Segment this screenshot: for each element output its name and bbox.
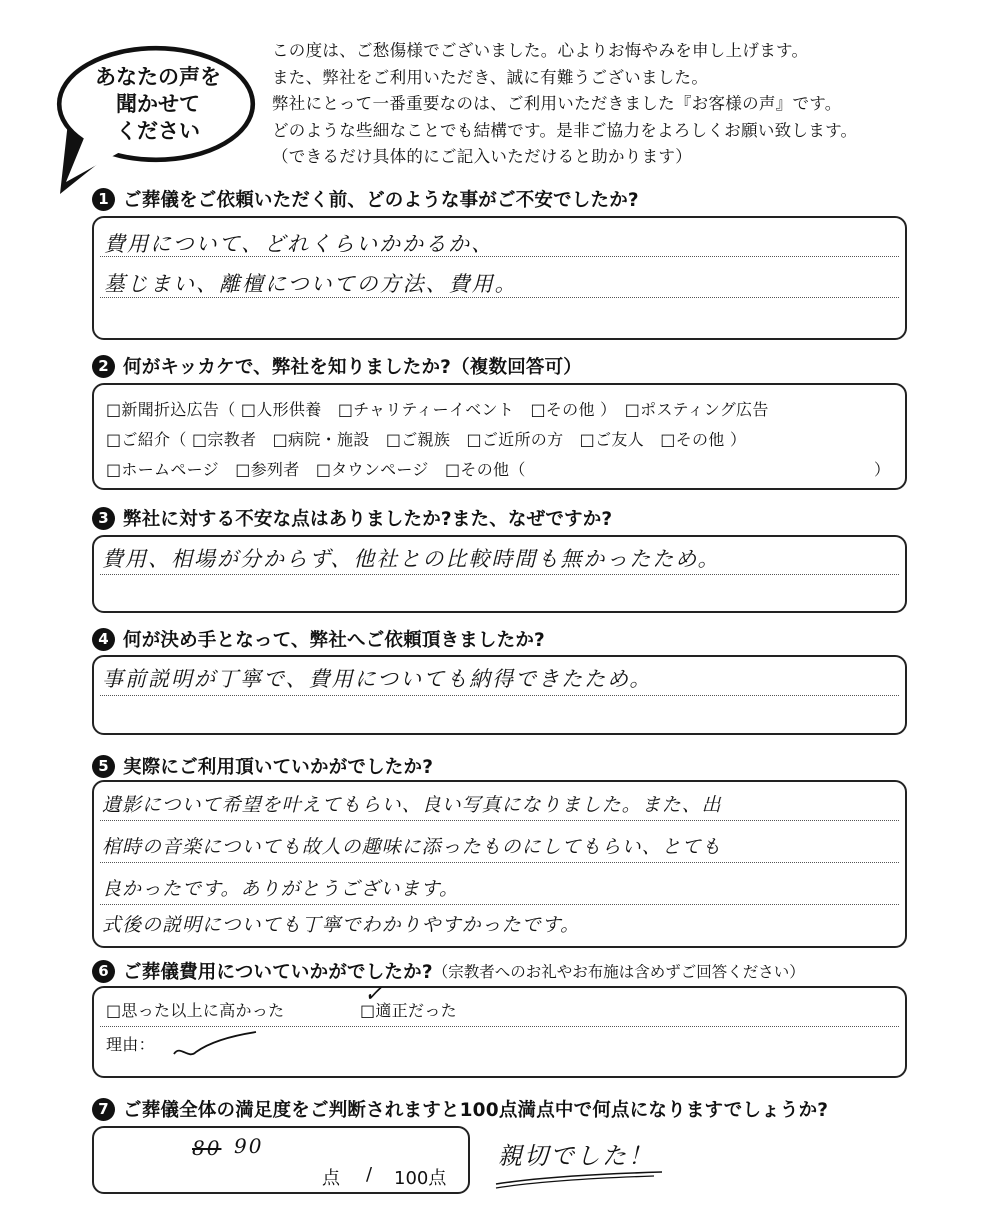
q1-answer-line: 費用について、どれくらいかかるか、: [104, 232, 495, 256]
q7-comment: 親切でした！: [498, 1142, 654, 1170]
bubble-line: ください: [116, 119, 200, 143]
q3-title: [92, 505, 612, 531]
q3-dotted-line: [100, 574, 899, 575]
q6-number: 6: [92, 960, 115, 983]
q2-title: [92, 353, 582, 379]
q7-title: [92, 1096, 828, 1122]
intro-line: 弊社にとって一番重要なのは、ご利用いただきました『お客様の声』です。: [272, 94, 842, 113]
q7-text: ご葬儀全体の満足度をご判断されますと100点満点中で何点になりますでしょうか?: [123, 1100, 829, 1121]
q5-text: 実際にご利用頂いていかがでしたか?: [123, 757, 434, 778]
intro-line: この度は、ご愁傷様でございました。心よりお悔やみを申し上げます。: [272, 41, 809, 60]
q2-number: 2: [92, 355, 115, 378]
q4-answer-line: 事前説明が丁寧で、費用についても納得できたため。: [102, 667, 653, 691]
q4-number: 4: [92, 628, 115, 651]
q7-score-slash: /: [366, 1164, 373, 1185]
bubble-text: [78, 64, 238, 145]
q6-option-appropriate[interactable]: □適正だった: [360, 1001, 457, 1020]
q7-number: 7: [92, 1098, 115, 1121]
reason-scribble-icon: [170, 1030, 260, 1066]
checkmark-icon: ✓: [364, 982, 385, 1007]
q5-answer-line: 棺時の音楽についても故人の趣味に添ったものにしてもらい、とても: [102, 836, 722, 858]
q1-number: 1: [92, 188, 115, 211]
intro-line: また、弊社をご利用いただき、誠に有難うございました。: [272, 67, 709, 87]
q5-answer-line: 式後の説明についても丁寧でわかりやすかったです。: [102, 914, 581, 936]
q5-answer-box[interactable]: [92, 780, 907, 948]
q7-score-max: 100点: [394, 1168, 447, 1189]
q2-text: 何がキッカケで、弊社を知りましたか?（複数回答可）: [123, 357, 582, 378]
q7-score-unit: 点: [322, 1168, 340, 1189]
intro-line: どのような些細なことでも結構です。是非ご協力をよろしくお願い致します。: [272, 120, 858, 140]
q4-dotted-line: [100, 695, 899, 696]
q7-score-value: 90: [234, 1134, 264, 1158]
intro-text: [272, 38, 857, 171]
q6-note: （宗教者へのお礼やお布施は含めずご回答ください）: [432, 963, 805, 981]
q4-title: [92, 626, 545, 652]
q1-title: [92, 186, 639, 212]
q3-text: 弊社に対する不安な点はありましたか?また、なぜですか?: [123, 509, 613, 530]
q2-option-row[interactable]: □ホームページ □参列者 □タウンページ □その他（: [106, 460, 526, 479]
q7-score-box[interactable]: [92, 1126, 470, 1194]
q2-close-paren: ）: [874, 460, 891, 479]
q1-answer-line: 墓じまい、離檀についての方法、費用。: [104, 272, 518, 296]
q5-number: 5: [92, 755, 115, 778]
q6-reason-label: 理由：: [106, 1035, 155, 1054]
comment-underline-icon: [494, 1170, 664, 1190]
q5-answer-line: 良かったです。ありがとうございます。: [102, 878, 459, 900]
q5-dotted-line: [100, 820, 899, 821]
q2-options-box: [92, 383, 907, 490]
q4-text: 何が決め手となって、弊社へご依頼頂きましたか?: [123, 630, 545, 651]
intro-line: （できるだけ具体的にご記入いただけると助かります）: [272, 147, 692, 166]
q3-number: 3: [92, 507, 115, 530]
q1-text: ご葬儀をご依頼いただく前、どのような事がご不安でしたか?: [123, 190, 639, 211]
q5-dotted-line: [100, 862, 899, 863]
q2-option-row[interactable]: □新聞折込広告（ □人形供養 □チャリティーイベント □その他 ） □ポスティング広告: [106, 400, 769, 419]
q6-text: ご葬儀費用についていかがでしたか?: [123, 962, 433, 983]
q4-answer-box[interactable]: [92, 655, 907, 735]
q3-answer-box[interactable]: [92, 535, 907, 613]
q5-answer-line: 遺影について希望を叶えてもらい、良い写真になりました。また、出: [102, 794, 722, 816]
q6-title: [92, 958, 805, 984]
bubble-line: 聞かせて: [116, 92, 200, 116]
q7-score-struck: 80: [192, 1136, 222, 1160]
q1-answer-box[interactable]: [92, 216, 907, 340]
q6-answer-box: [92, 982, 907, 1078]
q6-option-too-high[interactable]: □思った以上に高かった: [106, 1001, 285, 1020]
q3-answer-line: 費用、相場が分からず、他社との比較時間も無かったため。: [102, 547, 721, 571]
q5-dotted-line: [100, 904, 899, 905]
q5-title: [92, 753, 433, 779]
speech-bubble: [48, 42, 258, 207]
bubble-line: あなたの声を: [95, 65, 221, 89]
q2-option-row[interactable]: □ご紹介（ □宗教者 □病院・施設 □ご親族 □ご近所の方 □ご友人 □その他 ）: [106, 430, 747, 449]
q6-dotted-line: [100, 1026, 899, 1027]
